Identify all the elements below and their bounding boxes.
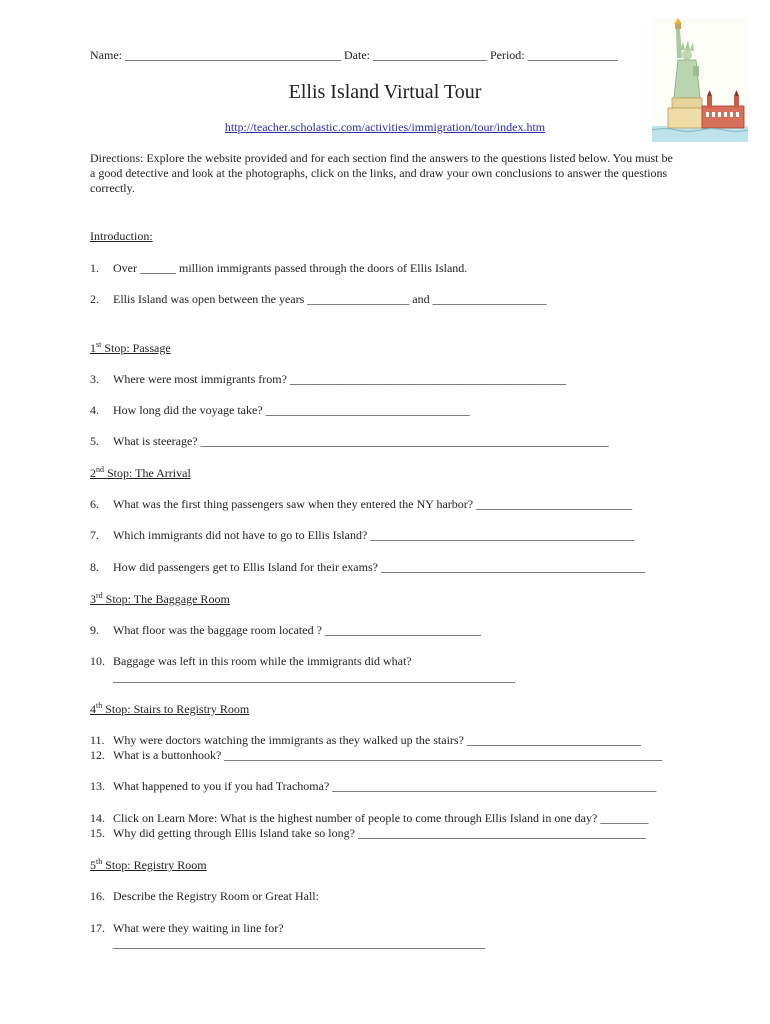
section-passage: 1st Stop: Passage <box>90 340 171 355</box>
question-14: 14. Click on Learn More: What is the highest number of people to come through Ellis Island in one day? ________ <box>90 811 649 825</box>
question-6: 6. What was the first thing passengers saw when they entered the NY harbor? __________________________ <box>90 497 633 511</box>
question-17: 17. What were they waiting in line for? <box>90 921 284 935</box>
question-1: 1. Over ______ million immigrants passed through the doors of Ellis Island. <box>90 261 468 275</box>
question-10-answer-line: ___________________________________________________________________ <box>113 670 515 684</box>
question-13: 13. What happened to you if you had Trachoma? ______________________________________________________ <box>90 779 657 793</box>
website-link[interactable]: http://teacher.scholastic.com/activities/immigration/tour/index.htm <box>224 120 546 134</box>
question-10: 10. Baggage was left in this room while the immigrants did what? <box>90 654 412 668</box>
question-11: 11. Why were doctors watching the immigrants as they walked up the stairs? _____________________________ <box>90 733 641 747</box>
question-17-answer-line: ______________________________________________________________ <box>113 936 485 950</box>
directions-text: Directions: Explore the website provided and for each section find the answers to the questions listed below. You must be a good detective and look at the photographs, click on the links, and draw your own conclusions to answer the questions correctly. <box>90 151 673 195</box>
section-arrival: 2nd Stop: The Arrival <box>90 465 191 480</box>
question-12: 12. What is a buttonhook? _________________________________________________________________________ <box>90 748 663 762</box>
page-title: Ellis Island Virtual Tour <box>288 81 482 103</box>
section-baggage-room: 3rd Stop: The Baggage Room <box>90 591 230 606</box>
question-2: 2. Ellis Island was open between the years _________________ and ___________________ <box>90 292 547 306</box>
name-date-period-line: Name: ____________________________________ Date: ___________________ Period: _______________ <box>90 48 618 62</box>
section-stairs-to-registry: 4th Stop: Stairs to Registry Room <box>90 701 250 716</box>
question-3: 3. Where were most immigrants from? ______________________________________________ <box>90 372 566 386</box>
question-15: 15. Why did getting through Ellis Island take so long? ________________________________________________ <box>90 826 646 840</box>
question-4: 4. How long did the voyage take? __________________________________ <box>90 403 470 417</box>
question-8: 8. How did passengers get to Ellis Island for their exams? ____________________________________________ <box>90 560 645 574</box>
section-introduction: Introduction: <box>90 229 153 243</box>
section-registry-room: 5th Stop: Registry Room <box>90 857 207 872</box>
question-5: 5. What is steerage? ____________________________________________________________________ <box>90 434 609 448</box>
question-16: 16. Describe the Registry Room or Great Hall: <box>90 889 319 903</box>
question-9: 9. What floor was the baggage room located ? __________________________ <box>90 623 481 637</box>
question-7: 7. Which immigrants did not have to go to Ellis Island? ____________________________________________ <box>90 528 635 542</box>
